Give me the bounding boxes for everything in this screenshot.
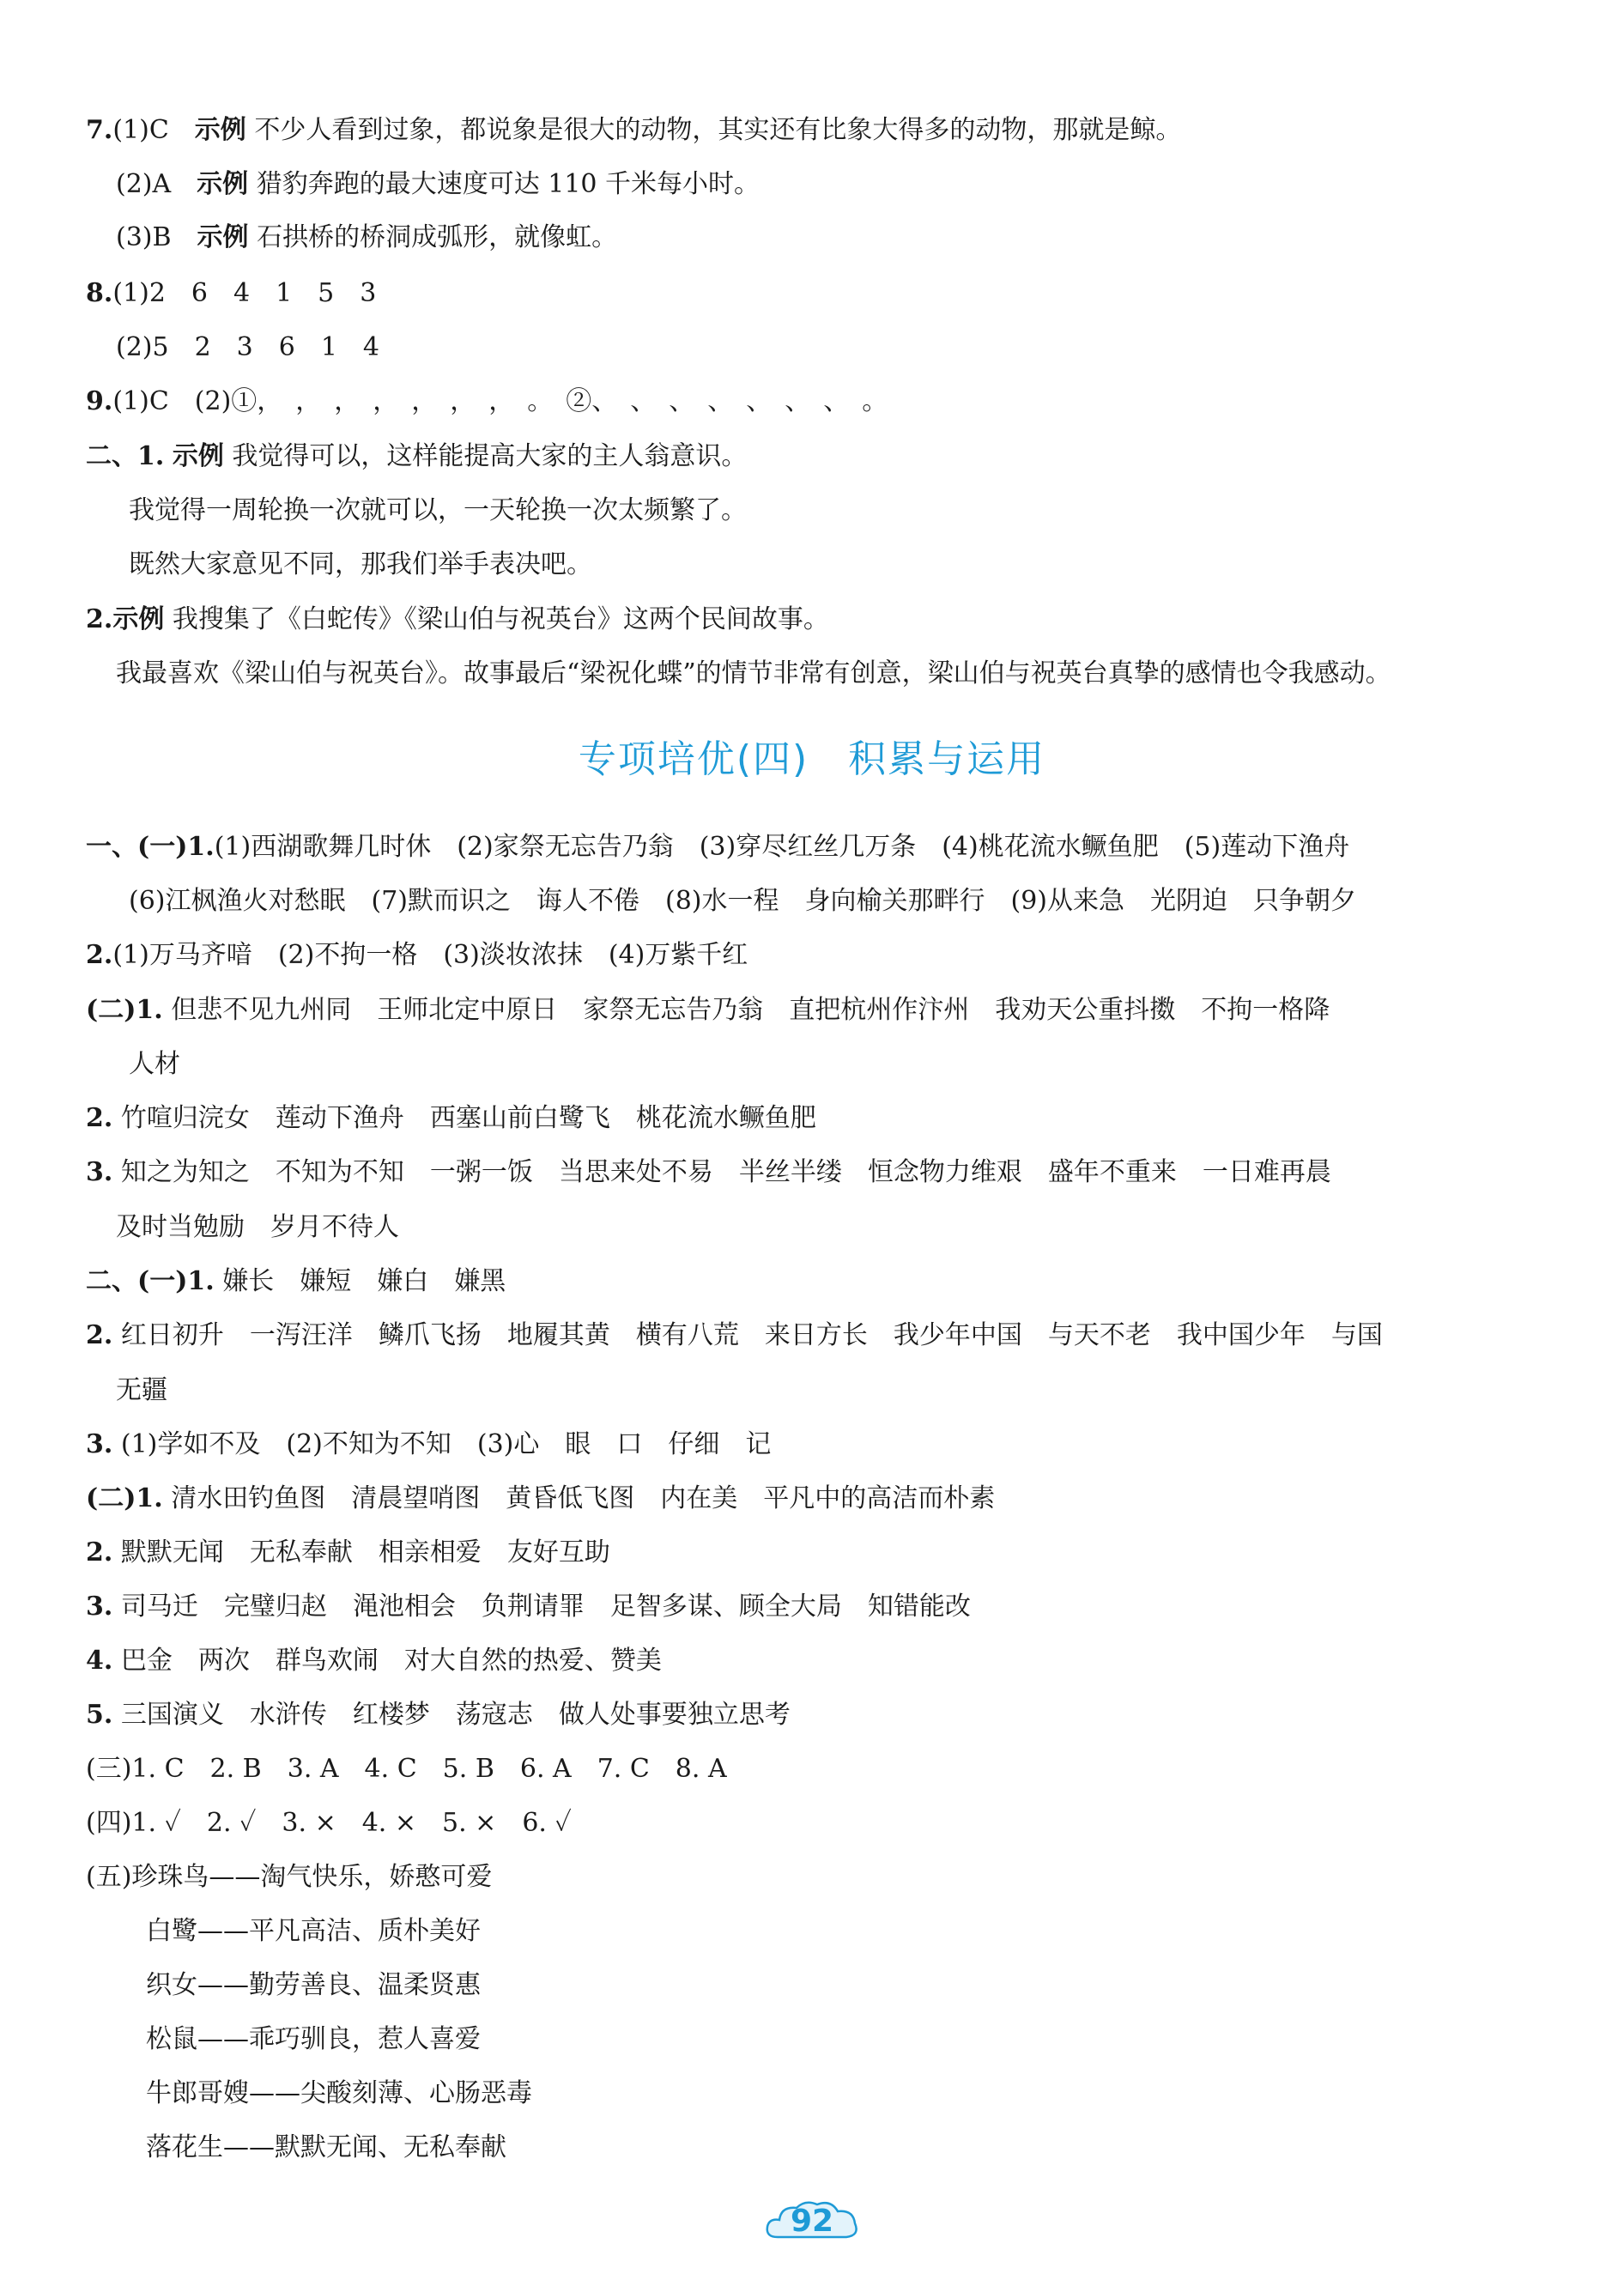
- q7-part2: (2)A 示例 猎豹奔跑的最大速度可达 110 千米每小时。: [116, 169, 760, 199]
- q8-part2: (2)5 2 3 6 1 4: [116, 332, 380, 362]
- s2-d1: (二)1. 清水田钓鱼图 清晨望哨图 黄昏低飞图 内在美 平凡中的高洁而朴素: [86, 1483, 996, 1513]
- s2-c1: 二、(一)1. 嫌长 嫌短 嫌白 嫌黑: [86, 1266, 506, 1296]
- q8-part1: 8.(1)2 6 4 1 5 3: [86, 278, 377, 308]
- part2-q2-line2: 我最喜欢《梁山伯与祝英台》。故事最后“梁祝化蝶”的情节非常有创意，梁山伯与祝英台真挚的感情也令我感动。: [116, 658, 1391, 688]
- part2-q2: 2.示例 我搜集了《白蛇传》《梁山伯与祝英台》这两个民间故事。: [86, 604, 829, 634]
- s2-b3: 3. 知之为知之 不知为不知 一粥一饭 当思来处不易 半丝半缕 恒念物力维艰 盛年不重来 一日难再晨: [86, 1157, 1331, 1187]
- s2-b1: (二)1. 但悲不见九州同 王师北定中原日 家祭无忘告乃翁 直把杭州作汴州 我劝天公重抖擞 不拘一格降: [86, 995, 1330, 1025]
- s2-a2: 2.(1)万马齐喑 (2)不拘一格 (3)淡妆浓抹 (4)万紫千红: [86, 940, 748, 970]
- s2-g-line2: 白鹭——平凡高洁、质朴美好: [146, 1916, 481, 1946]
- page-number-badge: [760, 2194, 864, 2249]
- q9: 9.(1)C (2)①， ， ， ， ， ， ， 。 ②、 、 、 、 、 、 、 。: [86, 386, 888, 416]
- page-number: 92: [790, 2204, 834, 2239]
- s2-c2: 2. 红日初升 一泻汪洋 鳞爪飞扬 地履其黄 横有八荒 来日方长 我少年中国 与天不老 我中国少年 与国: [86, 1320, 1383, 1350]
- s2-d2: 2. 默默无闻 无私奉献 相亲相爱 友好互助: [86, 1537, 610, 1568]
- s2-g-line4: 松鼠——乖巧驯良，惹人喜爱: [146, 2024, 481, 2054]
- s2-g-line5: 牛郎哥嫂——尖酸刻薄、心肠恶毒: [146, 2078, 532, 2108]
- part2-q1-line2: 我觉得一周轮换一次就可以，一天轮换一次太频繁了。: [129, 495, 747, 525]
- s2-b2: 2. 竹喧归浣女 莲动下渔舟 西塞山前白鹭飞 桃花流水鳜鱼肥: [86, 1103, 816, 1133]
- s2-g-line6: 落花生——默默无闻、无私奉献: [146, 2132, 506, 2162]
- part2-q1-line3: 既然大家意见不同，那我们举手表决吧。: [129, 549, 592, 579]
- s2-c3: 3. (1)学如不及 (2)不知为不知 (3)心 眼 口 仔细 记: [86, 1429, 772, 1459]
- s2-g-line1: (五)珍珠鸟——淘气快乐，娇憨可爱: [86, 1862, 493, 1892]
- s2-d5: 5. 三国演义 水浒传 红楼梦 荡寇志 做人处事要独立思考: [86, 1700, 791, 1730]
- s2-a1-line2: (6)江枫渔火对愁眠 (7)默而识之 诲人不倦 (8)水一程 身向榆关那畔行 (9)从来急 光阴迫 只争朝夕: [129, 886, 1356, 916]
- part2-q1: 二、1. 示例 我觉得可以，这样能提高大家的主人翁意识。: [86, 441, 748, 471]
- q7-part1: 7.(1)C 示例 不少人看到过象，都说象是很大的动物，其实还有比象大得多的动物，那就是鲸。: [86, 115, 1182, 145]
- s2-b3-line2: 及时当勉励 岁月不待人: [116, 1212, 399, 1242]
- s2-choice-answers: (三)1. C 2. B 3. A 4. C 5. B 6. A 7. C 8. A: [86, 1754, 727, 1784]
- s2-a1: 一、(一)1.(1)西湖歌舞几时休 (2)家祭无忘告乃翁 (3)穿尽红丝几万条 (4)桃花流水鳜鱼肥 (5)莲动下渔舟: [86, 832, 1350, 862]
- s2-d4: 4. 巴金 两次 群鸟欢闹 对大自然的热爱、赞美: [86, 1646, 662, 1676]
- s2-c2-line2: 无疆: [116, 1375, 167, 1405]
- s2-d3: 3. 司马迁 完璧归赵 渑池相会 负荆请罪 足智多谋、顾全大局 知错能改: [86, 1592, 971, 1622]
- s2-g-line3: 织女——勤劳善良、温柔贤惠: [146, 1970, 481, 2000]
- section-title: 专项培优(四) 积累与运用: [578, 737, 1046, 781]
- q7-part3: (3)B 示例 石拱桥的桥洞成弧形，就像虹。: [116, 222, 618, 252]
- s2-b1-line2: 人材: [129, 1049, 180, 1079]
- s2-judgement-answers: (四)1. ✓ 2. ✓ 3. × 4. × 5. × 6. ✓: [86, 1808, 572, 1838]
